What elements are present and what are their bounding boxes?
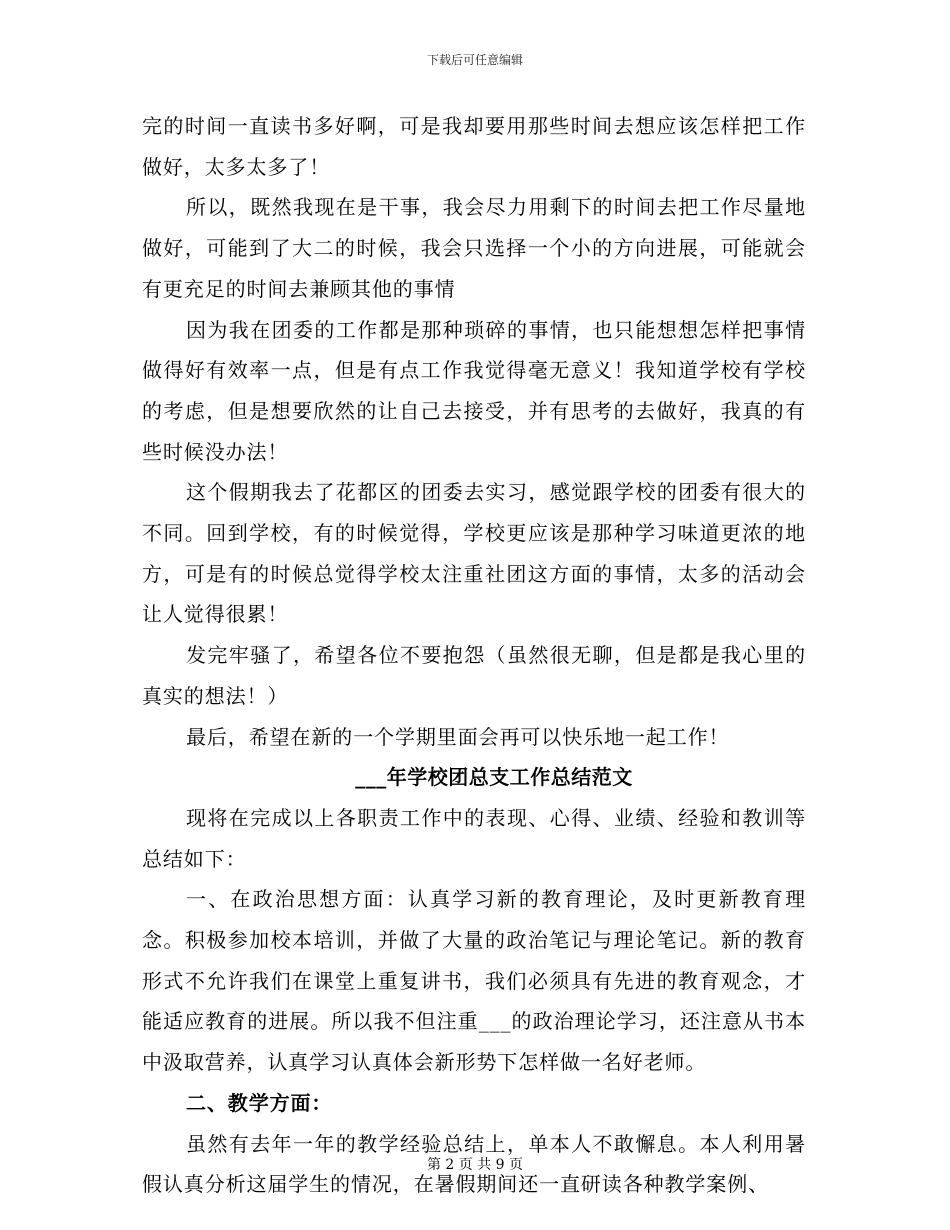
document-body — [142, 106, 806, 1205]
subheading: 二、教学方面： — [186, 1090, 333, 1115]
paragraph: 现将在完成以上各职责工作中的表现、心得、业绩、经验和教训等总结如下： — [142, 805, 806, 871]
page-header: 下载后可任意编辑 — [426, 53, 523, 67]
paragraph: 最后，希望在新的一个学期里面会再可以快乐地一起工作！ — [186, 724, 730, 749]
paragraph: 这个假期我去了花都区的团委去实习，感觉跟学校的团委有很大的不同。回到学校，有的时候觉得，学校更应该是那种学习味道更浓的地方，可是有的时候总觉得学校太注重社团这方面的事情，太多的活动会让人觉得很累！ — [142, 480, 806, 627]
paragraph: 发完牢骚了，希望各位不要抱怨（虽然很无聊，但是都是我心里的真实的想法！） — [142, 643, 806, 708]
paragraph-continued: 完的时间一直读书多好啊，可是我却要用那些时间去想应该怎样把工作做好，太多太多了！ — [142, 114, 806, 179]
paragraph: 因为我在团委的工作都是那种琐碎的事情，也只能想想怎样把事情做得好有效率一点，但是有点工作我觉得毫无意义！我知道学校有学校的考虑，但是想要欣然的让自己去接受，并有思考的去做好，我真的有些时候没办法！ — [142, 317, 806, 464]
section-title: ___年学校团总支工作总结范文 — [355, 765, 633, 790]
page-footer: 第 2 页 共 9 页 — [426, 1157, 524, 1173]
paragraph: 所以，既然我现在是干事，我会尽力用剩下的时间去把工作尽量地做好，可能到了大二的时候，我会只选择一个小的方向进展，可能就会有更充足的时间去兼顾其他的事情 — [142, 195, 806, 301]
paragraph: 虽然有去年一年的教学经验总结上，单本人不敢懈息。本人利用暑假认真分析这届学生的情况，在暑假期间还一直研读各种教学案例、 — [142, 1131, 806, 1197]
paragraph: 一、在政治思想方面：认真学习新的教育理论，及时更新教育理念。积极参加校本培训，并做了大量的政治笔记与理论笔记。新的教育形式不允许我们在课堂上重复讲书，我们必须具有先进的教育观念，才能适应教育的进展。所以我不但注重___的政治理论学习，还注意从书本中汲取营养，认真学习认真体会新形势下怎样做一名好老师。 — [142, 887, 806, 1075]
